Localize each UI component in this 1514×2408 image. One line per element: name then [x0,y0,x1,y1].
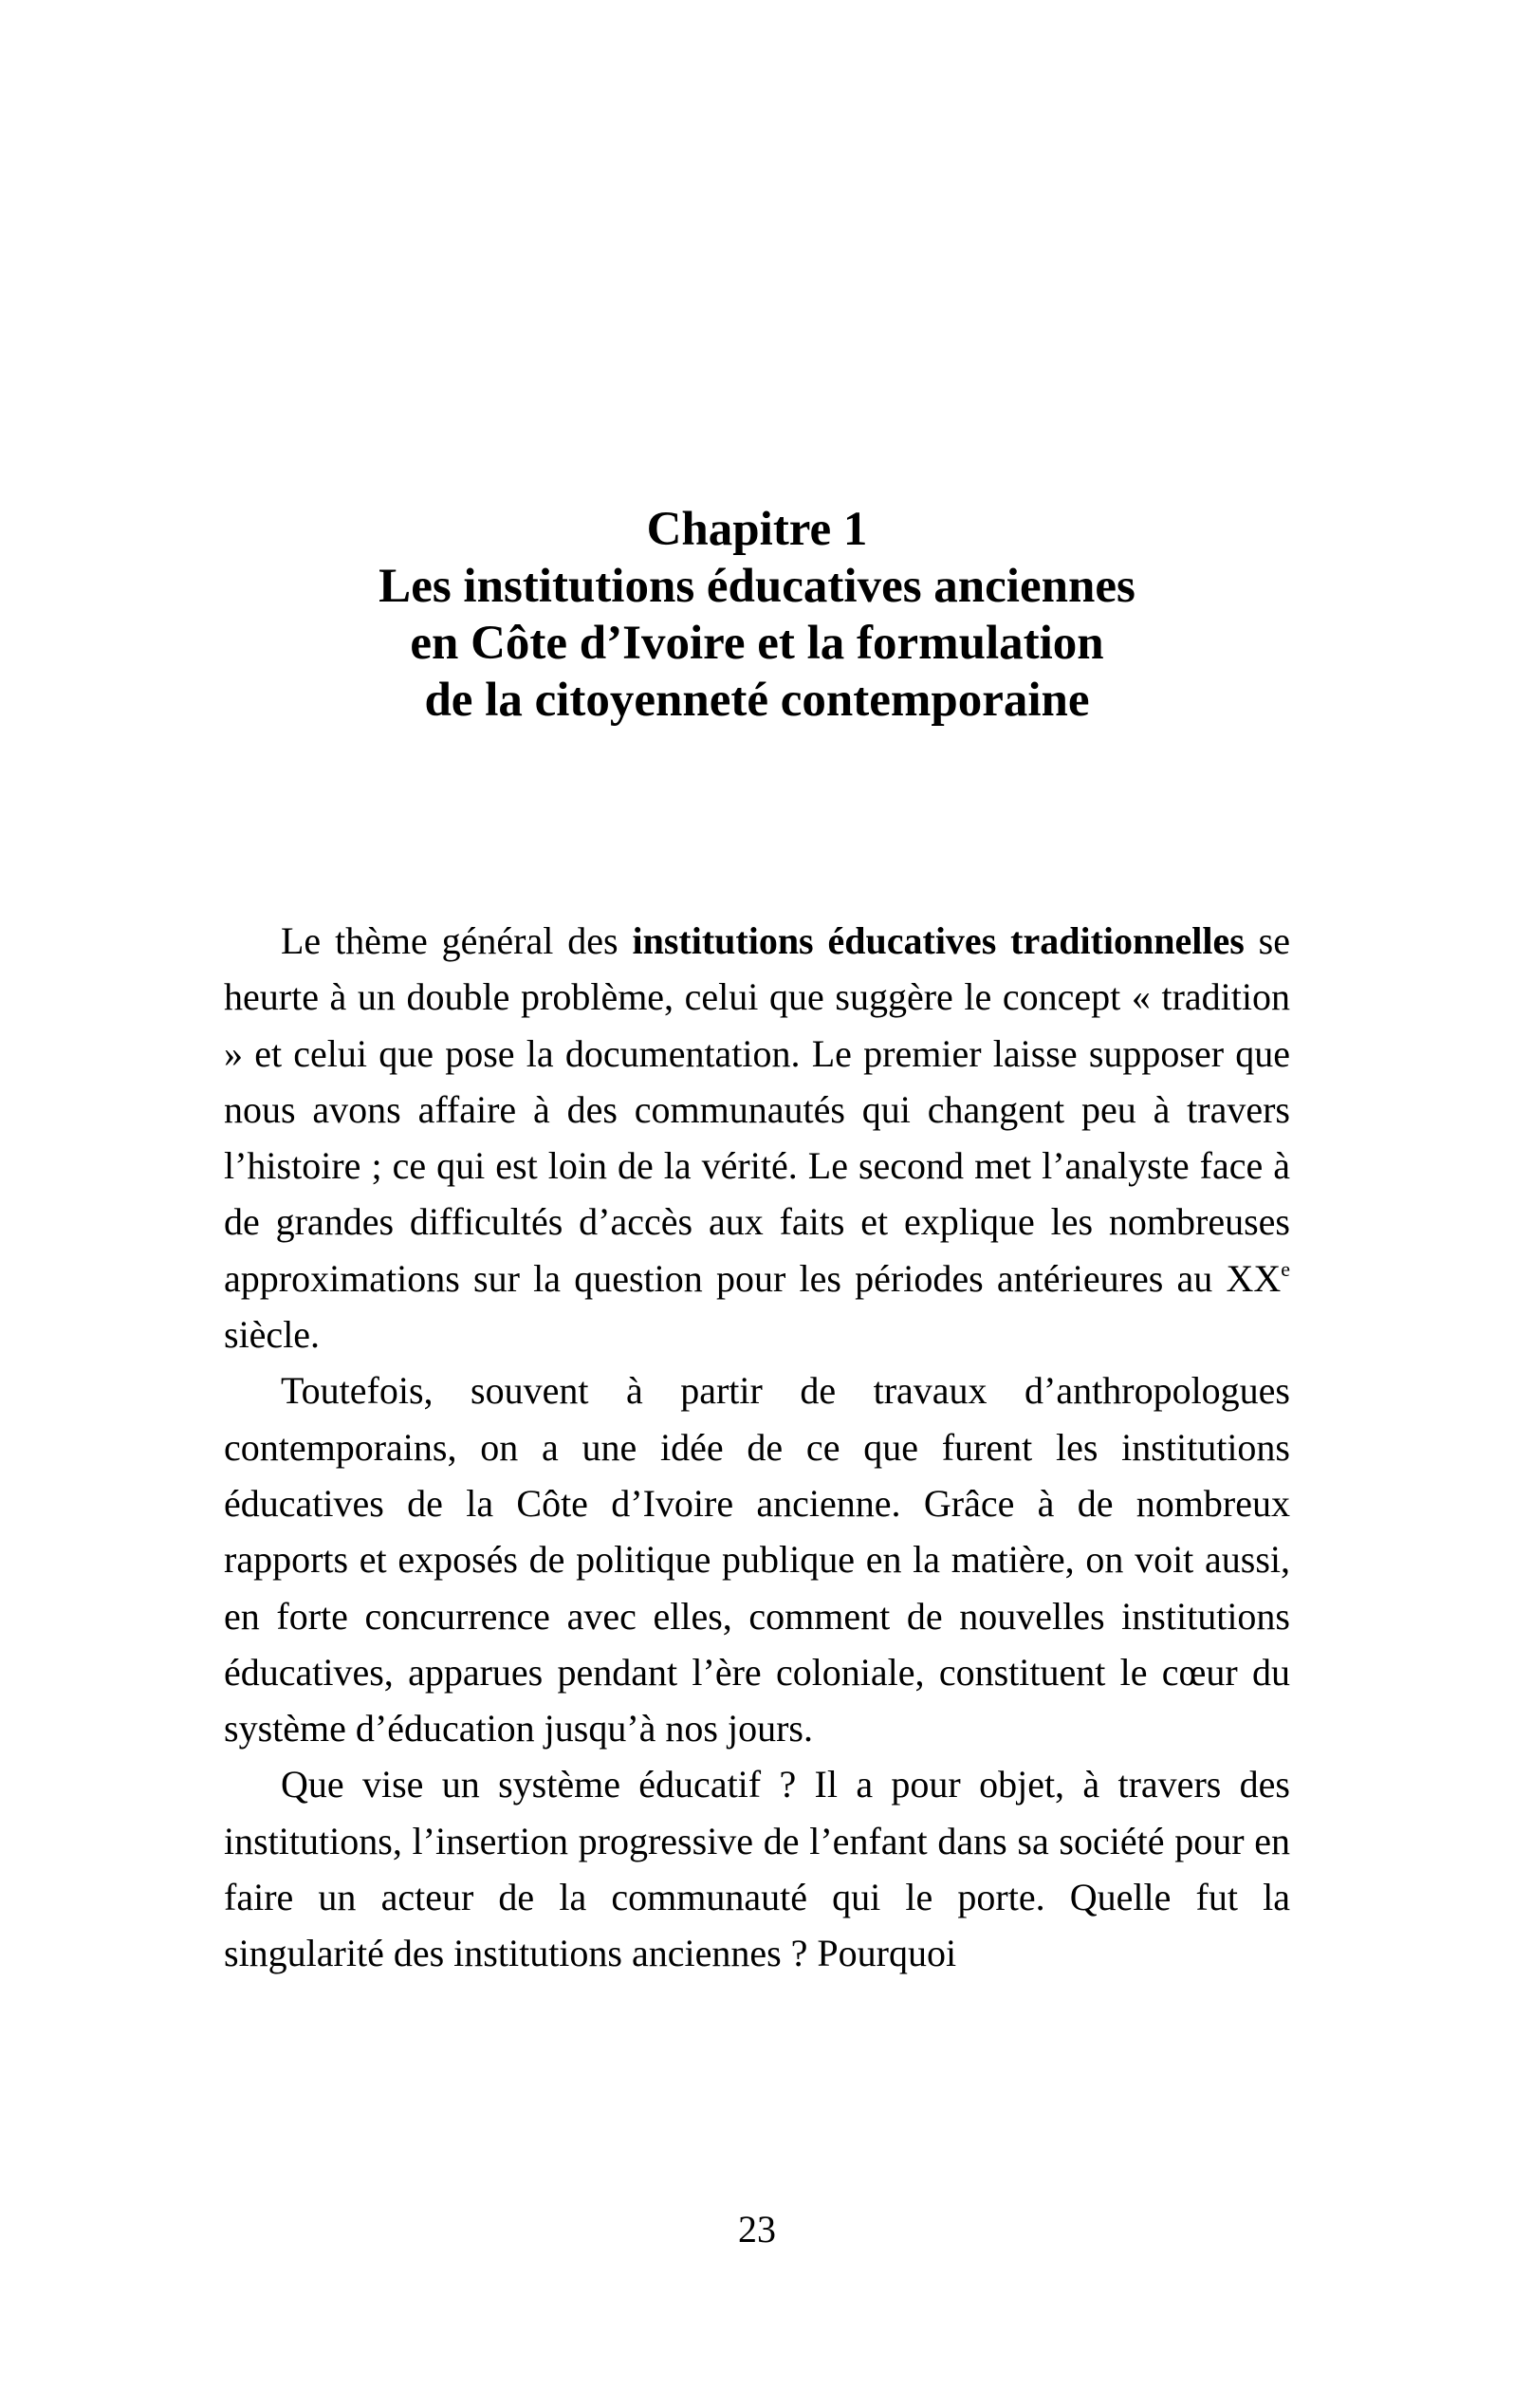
century-superscript: e [1281,1256,1290,1281]
body-text [224,913,1290,1982]
paragraph-1-intro: Le thème général des [281,919,633,962]
paragraph-3: Que vise un système éducatif ? Il a pour objet, à travers des institutions, l’insertion progressive de l’enfant dans sa société pour en faire un acteur de la communauté qui le porte. Quelle fut la singularité des institutions anciennes ? Pourquoi [224,1763,1290,1975]
paragraph-1 [224,913,1290,1362]
chapter-title-line-2: en Côte d’Ivoire et la formulation [410,617,1104,670]
paragraph-1-end: siècle. [224,1313,321,1357]
paragraph-1-body: se heurte à un double problème, celui que suggère le concept « tradition » et celui que pose la documentation. Le premier laisse supposer que nous avons affaire à des communautés qui changent peu à travers l’histoire ; ce qui est loin de la vérité. Le second met l’analyste face à de grandes difficultés d’accès aux faits et explique les nombreuses approximations sur la question pour les périodes antérieures au XX [224,919,1290,1300]
paragraph-2: Toutefois, souvent à partir de travaux d’anthropologues contemporains, on a une idée de ce que furent les institutions éducatives de la Côte d’Ivoire ancienne. Grâce à de nombreux rapports et exposés de politique publique en la matière, on voit aussi, en forte concurrence avec elles, comment de nouvelles institutions éducatives, apparues pendant l’ère coloniale, constituent le cœur du système d’éducation jusqu’à nos jours. [224,1369,1290,1750]
paragraph-1-emphasis: institutions éducatives traditionnelles [632,919,1245,962]
chapter-title-line-1: Les institutions éducatives anciennes [378,560,1136,613]
page-number: 23 [738,2208,776,2251]
chapter-number: Chapitre 1 [646,503,868,556]
chapter-title-line-3: de la citoyenneté contemporaine [424,674,1090,727]
chapter-heading [0,501,1514,729]
